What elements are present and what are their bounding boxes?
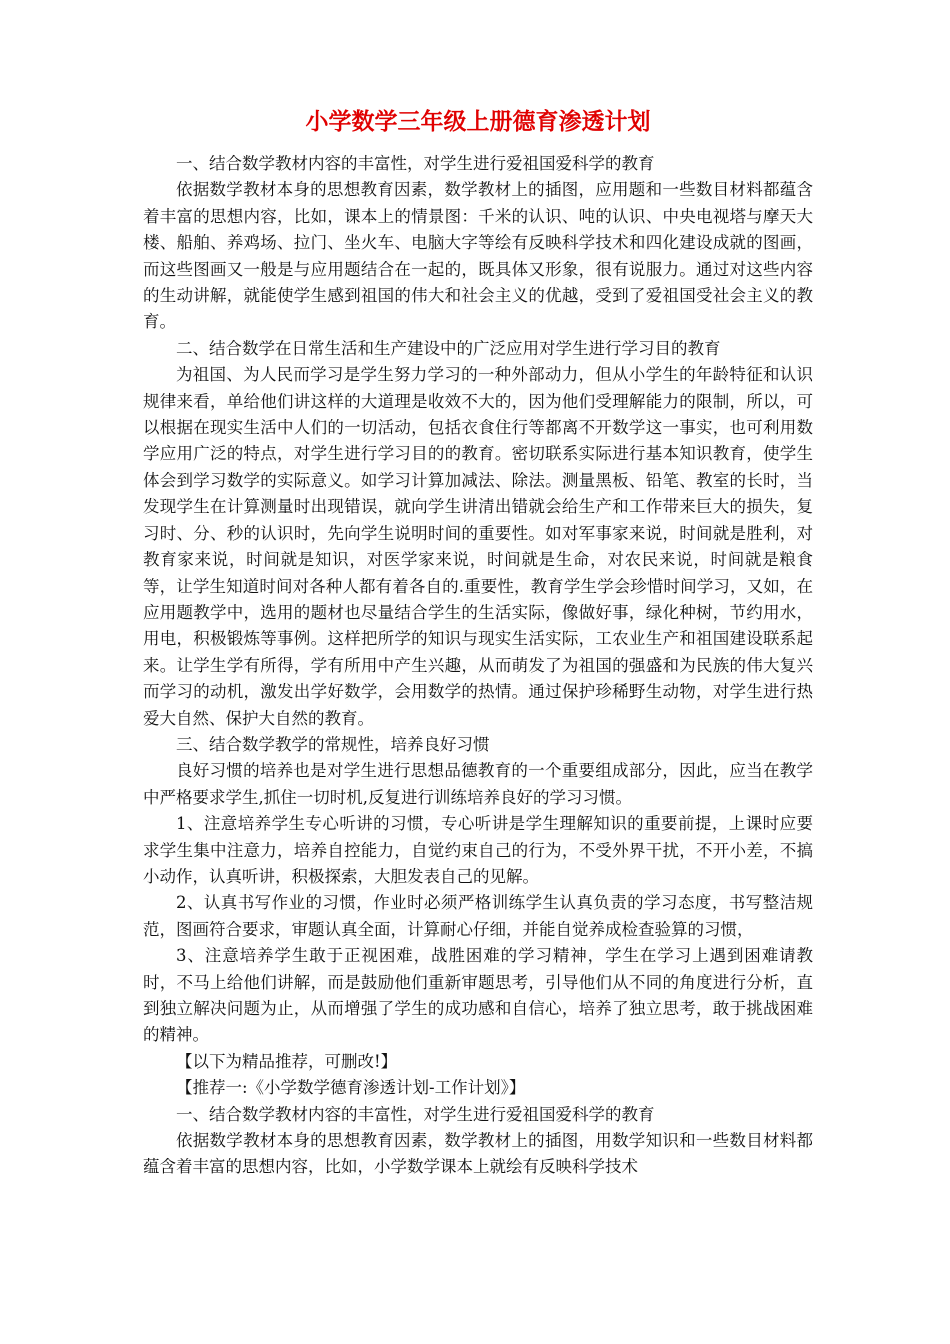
recommendation-note: 【以下为精品推荐，可删改!】 [176,1051,398,1071]
body-paragraph: 为祖国、为人民而学习是学生努力学习的一种外部动力，但从小学生的年龄特征和认识规律来看，单给他们讲这样的大道理是收效不大的，因为他们受理解能力的限制，所以，可以根据在现实生活中人们的一切活动，包括衣食住行等都离不开数学这一事实，也可利用数学应用广泛的特点，对学生进行学习目的的教育。密切联系实际进行基本知识教育，使学生体会到学习数学的实际意义。如学习计算加减法、除法。测量黑板、铅笔、教室的长时，当发现学生在计算测量时出现错误，就向学生讲清出错就会给生产和工作带来巨大的损失，复习时、分、秒的认识时，先向学生说明时间的重要性。如对军事家来说，时间就是胜利，对教育家来说，时间就是知识，对医学家来说，时间就是生命，对农民来说，时间就是粮食等，让学生知道时间对各种人都有着各自的.重要性，教育学生学会珍惜时间学习，又如，在应用题教学中，选用的题材也尽量结合学生的生活实际，像做好事，绿化种树，节约用水，用电，积极锻炼等事例。这样把所学的知识与现实生活实际，工农业生产和祖国建设联系起来。让学生学有所得，学有所用中产生兴趣，从而萌发了为祖国的强盛和为民族的伟大复兴而学习的动机，激发出学好数学，会用数学的热情。通过保护珍稀野生动物，对学生进行热爱大自然、保护大自然的教育。 [143,365,813,728]
list-item-1: 1、注意培养学生专心听讲的习惯，专心听讲是学生理解知识的重要前提，上课时应要求学生集中注意力，培养自控能力，自觉约束自己的行为，不受外界干扰，不开小差，不搞小动作，认真听讲，积极探索，大胆发表自己的见解。 [143,814,813,886]
recommendation-title: 【推荐一:《小学数学德育渗透计划-工作计划》】 [176,1078,526,1098]
document-title: 小学数学三年级上册德育渗透计划 [305,108,651,135]
document-page [143,97,813,1181]
list-item-3: 3、注意培养学生敢于正视困难，战胜困难的学习精神，学生在学习上遇到困难请教时，不马上给他们讲解，而是鼓励他们重新审题思考，引导他们从不同的角度进行分析，直到独立解决问题为止，从而增强了学生的成功感和自信心，培养了独立思考，敢于挑战困难的精神。 [143,946,813,1045]
body-paragraph-truncated: 依据数学教材本身的思想教育因素，数学教材上的插图，用数学知识和一些数目材料都蕴含着丰富的思想内容，比如，小学数学课本上就绘有反映科学技术 [143,1131,813,1177]
section-heading-2: 二、结合数学在日常生活和生产建设中的广泛应用对学生进行学习目的教育 [176,338,721,358]
section-heading-1-repeat: 一、结合数学教材内容的丰富性，对学生进行爱祖国爱科学的教育 [176,1104,655,1124]
section-heading-3: 三、结合数学教学的常规性，培养良好习惯 [176,734,490,754]
section-heading-1: 一、结合数学教材内容的丰富性，对学生进行爱祖国爱科学的教育 [176,154,655,173]
body-paragraph: 良好习惯的培养也是对学生进行思想品德教育的一个重要组成部分，因此，应当在教学中严格要求学生,抓住一切时机,反复进行训练培养良好的学习习惯。 [143,761,813,807]
list-item-2: 2、认真书写作业的习惯，作业时必须严格训练学生认真负责的学习态度，书写整洁规范，图画符合要求，审题认真全面，计算耐心仔细，并能自觉养成检查验算的习惯， [143,893,813,939]
body-paragraph: 依据数学教材本身的思想教育因素，数学教材上的插图，应用题和一些数目材料都蕴含着丰富的思想内容，比如，课本上的情景图：千米的认识、吨的认识、中央电视塔与摩天大楼、船舶、养鸡场、拉门、坐火车、电脑大字等绘有反映科学技术和四化建设成就的图画，而这些图画又一般是与应用题结合在一起的，既具体又形象，很有说服力。通过对这些内容的生动讲解，就能使学生感到祖国的伟大和社会主义的优越，受到了爱祖国受社会主义的教育。 [143,180,813,332]
